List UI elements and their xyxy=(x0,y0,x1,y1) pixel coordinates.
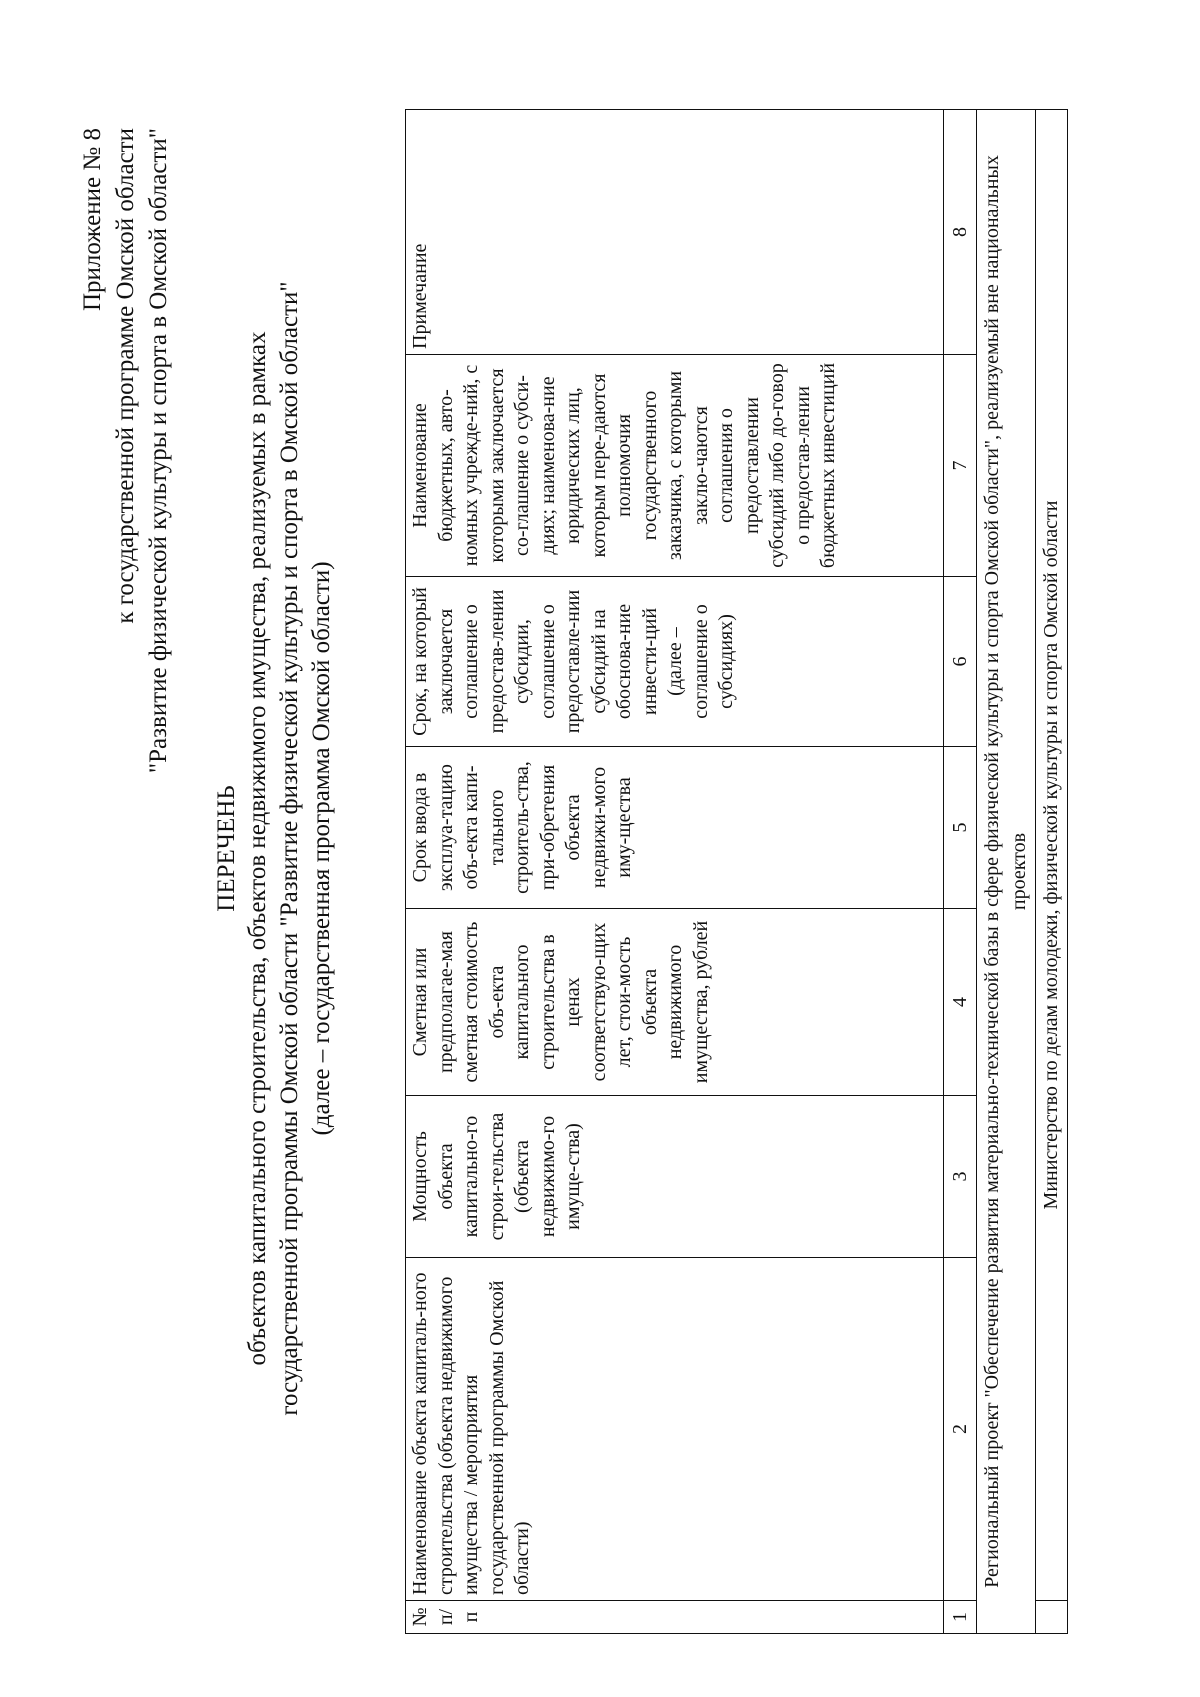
column-number-row xyxy=(944,110,977,1634)
appendix-header xyxy=(76,128,175,773)
ministry-section: Министерство по делам молодежи, физической культуры и спорта Омской области xyxy=(1036,110,1068,1601)
section-row-ministry xyxy=(1036,110,1068,1634)
table-header-row xyxy=(406,110,944,1634)
column-number: 5 xyxy=(944,747,977,909)
appendix-program: к государственной программе Омской области xyxy=(112,128,139,624)
header-capacity: Мощность объекта капитально-го строи-тельства (объекта недвижимо-го имуще-ства) xyxy=(406,1096,944,1258)
column-number: 6 xyxy=(944,577,977,747)
column-number: 3 xyxy=(944,1096,977,1258)
header-note: Примечание xyxy=(406,110,944,355)
header-institutions: Наименование бюджетных, авто-номных учрежде-ний, с которыми заключается со-глашение о субси-диях; наименова-ние юридических лиц, которым пере-даются полномочия государственного заказчика, с которыми заклю-чаются соглашения о предоставлении субсидий либо до-говор о предостав-лении бюджетных инвестиций xyxy=(406,355,944,577)
document-subtitle: объектов капитального строительства, объектов недвижимого имущества, реализуемых в рамках государственной программы Омской области "Развитие физической культуры и спорта в Омской области" (далее – государственная программа Омской области) xyxy=(244,281,335,1416)
header-number: № п/п xyxy=(406,1601,944,1634)
column-number: 4 xyxy=(944,909,977,1096)
appendix-program-name: "Развитие физической культуры и спорта в Омской области" xyxy=(145,128,172,774)
section-row-project xyxy=(977,110,1036,1634)
empty-cell xyxy=(1036,1601,1068,1634)
column-number: 2 xyxy=(944,1258,977,1601)
header-commission-date: Срок ввода в эксплуа-тацию объ-екта капи-тального строитель-ства, при-обретения объекта недвижи-мого иму-щества xyxy=(406,747,944,909)
document-title: ПЕРЕЧЕНЬ xyxy=(213,785,240,912)
header-cost: Сметная или предполагае-мая сметная стоимость объ-екта капитального строительства в ценах соответствую-щих лет, стои-мость объекта недвижимого имущества, рублей xyxy=(406,909,944,1096)
column-number: 7 xyxy=(944,355,977,577)
column-number: 1 xyxy=(944,1601,977,1634)
column-number: 8 xyxy=(944,110,977,355)
objects-table xyxy=(405,109,1068,1634)
appendix-number: Приложение № 8 xyxy=(79,128,106,312)
regional-project-section: Региональный проект "Обеспечение развития материально-технической базы в сфере физической культуры и спорта Омской области", реализуемый вне национальных проектов xyxy=(977,110,1036,1634)
header-object-name: Наименование объекта капиталь-ного строительства (объекта недвижимого имущества / мероприятия государственной программы Омской области) xyxy=(406,1258,944,1601)
header-agreement-term: Срок, на который заключается соглашение о предостав-лении субсидии, соглашение о предоставле-нии субсидий на обоснова-ние инвести-ций (далее – соглашение о субсидиях) xyxy=(406,577,944,747)
